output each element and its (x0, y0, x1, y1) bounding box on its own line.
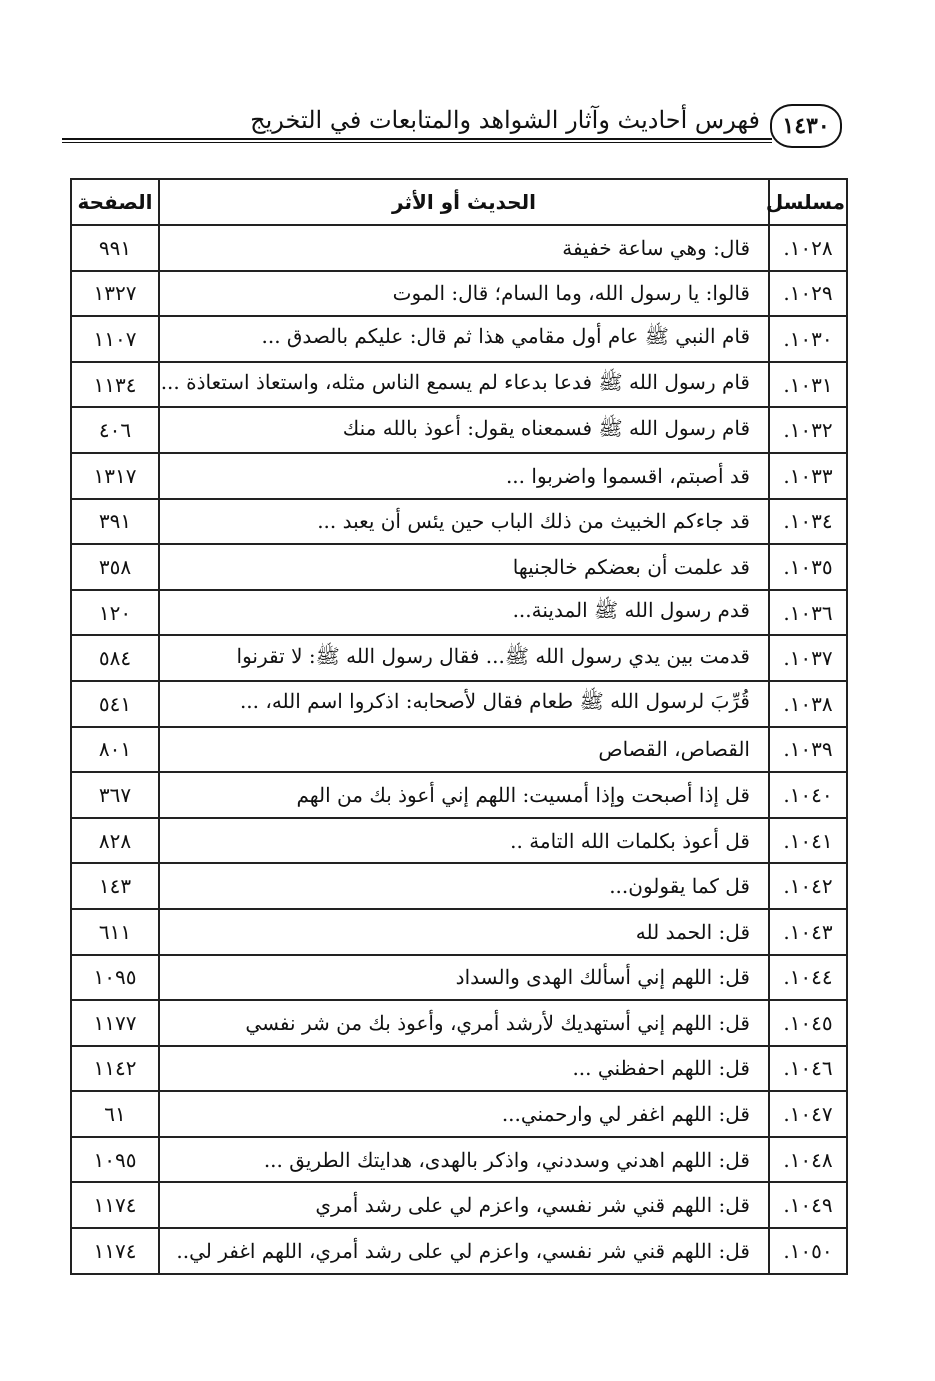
row-page: ١٠٩٥ (71, 1137, 159, 1183)
row-serial: ١٠٤٥. (769, 1000, 847, 1046)
page-header (62, 104, 852, 154)
table-row (71, 955, 847, 1001)
row-serial: ١٠٤٤. (769, 955, 847, 1001)
row-text: قل: الحمد لله (159, 909, 769, 955)
row-page: ١١٧٤ (71, 1228, 159, 1274)
row-text: قام النبي ﷺ عام أول مقامي هذا ثم قال: عليكم بالصدق ... (159, 316, 769, 362)
row-text: قدم رسول الله ﷺ المدينة... (159, 590, 769, 636)
row-text: قل: اللهم قني شر نفسي، واعزم لي على رشد أمري، اللهم اغفر لي.. (159, 1228, 769, 1274)
table-row (71, 316, 847, 362)
row-page: ١١٣٤ (71, 362, 159, 408)
row-serial: ١٠٤٩. (769, 1182, 847, 1228)
table-row (71, 362, 847, 408)
table-row (71, 225, 847, 271)
row-serial: ١٠٣٨. (769, 681, 847, 727)
row-text: قام رسول الله ﷺ فسمعناه يقول: أعوذ بالله منك (159, 407, 769, 453)
row-text: قل: اللهم اهدني وسددني، واذكر بالهدى، هدايتك الطريق ... (159, 1137, 769, 1183)
row-text: قالوا: يا رسول الله، وما السام؛ قال: الموت (159, 271, 769, 317)
row-text: قدمت بين يدي رسول الله ﷺ... فقال رسول الله ﷺ: لا تقرنوا (159, 635, 769, 681)
table-row (71, 1000, 847, 1046)
row-page: ٣٩١ (71, 499, 159, 545)
table-row (71, 635, 847, 681)
row-serial: ١٠٣٦. (769, 590, 847, 636)
table-row (71, 909, 847, 955)
table-row (71, 727, 847, 773)
page-number-badge: ١٤٣٠ (770, 104, 842, 148)
table-row (71, 453, 847, 499)
row-page: ١٣١٧ (71, 453, 159, 499)
row-page: ٥٤١ (71, 681, 159, 727)
row-serial: ١٠٤٣. (769, 909, 847, 955)
row-text: قل: اللهم قني شر نفسي، واعزم لي على رشد أمري (159, 1182, 769, 1228)
table-row (71, 271, 847, 317)
row-text: قد علمت أن بعضكم خالجنيها (159, 544, 769, 590)
row-text: قام رسول الله ﷺ فدعا بدعاء لم يسمع الناس مثله، واستعاذ استعاذة ... (159, 362, 769, 408)
row-page: ٥٨٤ (71, 635, 159, 681)
row-page: ٤٠٦ (71, 407, 159, 453)
row-page: ٨٢٨ (71, 818, 159, 864)
row-serial: ١٠٣٧. (769, 635, 847, 681)
table-row (71, 499, 847, 545)
column-header-serial: مسلسل (769, 179, 847, 225)
row-serial: ١٠٥٠. (769, 1228, 847, 1274)
column-header-text: الحديث أو الأثر (159, 179, 769, 225)
column-header-page: الصفحة (71, 179, 159, 225)
row-text: قل كما يقولون... (159, 863, 769, 909)
row-page: ١٠٩٥ (71, 955, 159, 1001)
table-row (71, 772, 847, 818)
row-serial: ١٠٣٣. (769, 453, 847, 499)
table-header-row (71, 179, 847, 225)
row-text: قل: اللهم احفظني ... (159, 1046, 769, 1092)
table-row (71, 1091, 847, 1137)
row-page: ٦١١ (71, 909, 159, 955)
row-serial: ١٠٤١. (769, 818, 847, 864)
row-text: قل إذا أصبحت وإذا أمسيت: اللهم إني أعوذ بك من الهم (159, 772, 769, 818)
row-page: ١٢٠ (71, 590, 159, 636)
row-serial: ١٠٤٦. (769, 1046, 847, 1092)
row-serial: ١٠٣٩. (769, 727, 847, 773)
row-serial: ١٠٣٥. (769, 544, 847, 590)
row-serial: ١٠٤٧. (769, 1091, 847, 1137)
row-text: قل: اللهم اغفر لي وارحمني... (159, 1091, 769, 1137)
table-row (71, 590, 847, 636)
row-serial: ١٠٣١. (769, 362, 847, 408)
running-title: فهرس أحاديث وآثار الشواهد والمتابعات في التخريج (250, 106, 760, 134)
row-page: ١٤٣ (71, 863, 159, 909)
row-serial: ١٠٤٨. (769, 1137, 847, 1183)
row-serial: ١٠٤٠. (769, 772, 847, 818)
row-page: ١١٧٤ (71, 1182, 159, 1228)
row-serial: ١٠٢٩. (769, 271, 847, 317)
header-rule-thin (62, 142, 772, 143)
row-serial: ١٠٣٢. (769, 407, 847, 453)
table-row (71, 863, 847, 909)
row-text: قال: وهي ساعة خفيفة (159, 225, 769, 271)
row-text: قُرِّبَ لرسول الله ﷺ طعام فقال لأصحابه: اذكروا اسم الله، ... (159, 681, 769, 727)
row-page: ١١٠٧ (71, 316, 159, 362)
row-text: قل: اللهم إني أستهديك لأرشد أمري، وأعوذ بك من شر نفسي (159, 1000, 769, 1046)
row-serial: ١٠٣٠. (769, 316, 847, 362)
row-text: قل: اللهم إني أسألك الهدى والسداد (159, 955, 769, 1001)
hadith-index-table (70, 178, 848, 1275)
row-page: ٨٠١ (71, 727, 159, 773)
row-text: قد أصبتم، اقسموا واضربوا ... (159, 453, 769, 499)
row-text: القصاص، القصاص (159, 727, 769, 773)
row-page: ٣٦٧ (71, 772, 159, 818)
header-rule (62, 138, 772, 140)
row-page: ١٣٢٧ (71, 271, 159, 317)
table-row (71, 1137, 847, 1183)
row-text: قل أعوذ بكلمات الله التامة .. (159, 818, 769, 864)
table-row (71, 1046, 847, 1092)
row-page: ١١٧٧ (71, 1000, 159, 1046)
row-serial: ١٠٤٢. (769, 863, 847, 909)
row-page: ٦١ (71, 1091, 159, 1137)
table-row (71, 544, 847, 590)
table-row (71, 407, 847, 453)
table-row (71, 681, 847, 727)
table-row (71, 1182, 847, 1228)
table-row (71, 818, 847, 864)
row-page: ١١٤٢ (71, 1046, 159, 1092)
row-page: ٩٩١ (71, 225, 159, 271)
row-serial: ١٠٣٤. (769, 499, 847, 545)
table-row (71, 1228, 847, 1274)
row-serial: ١٠٢٨. (769, 225, 847, 271)
row-page: ٣٥٨ (71, 544, 159, 590)
row-text: قد جاءكم الخبيث من ذلك الباب حين يئس أن يعبد ... (159, 499, 769, 545)
